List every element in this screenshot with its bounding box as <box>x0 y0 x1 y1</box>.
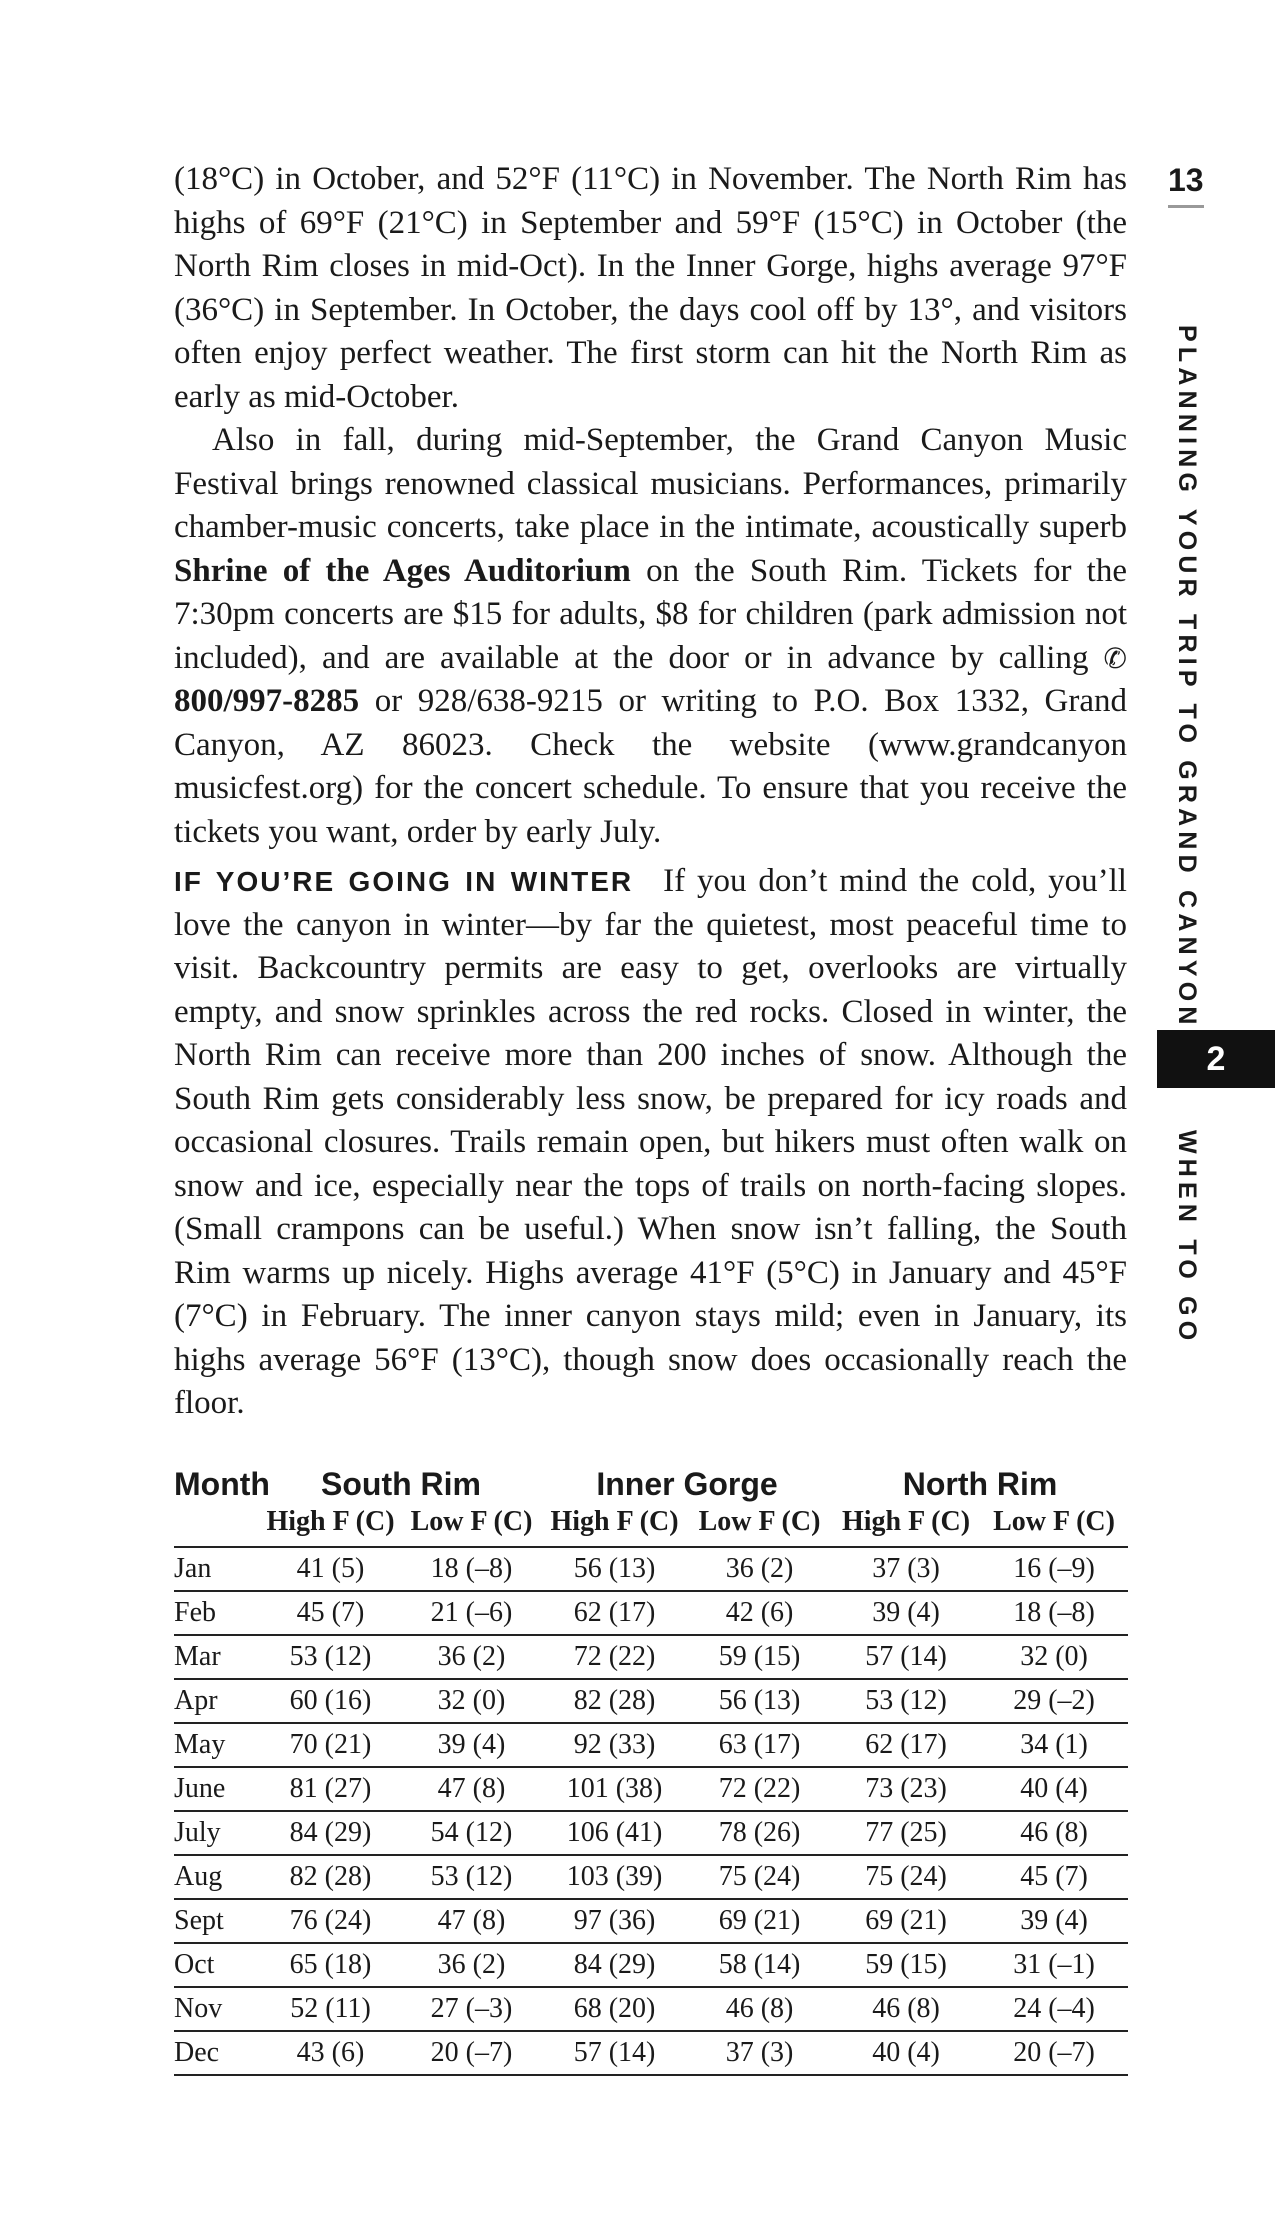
month-cell: Apr <box>174 1685 218 1716</box>
table-cell: 56 (13) <box>573 1553 656 1584</box>
table-cell: 47 (8) <box>437 1773 506 1804</box>
table-cell: 60 (16) <box>289 1685 372 1716</box>
table-cell: 53 (12) <box>865 1685 947 1716</box>
table-cell: 36 (2) <box>437 1949 506 1980</box>
table-cell: 53 (12) <box>289 1641 372 1672</box>
table-cell: 57 (14) <box>865 1641 947 1672</box>
table-cell: 92 (33) <box>573 1729 656 1760</box>
table-cell: 16 (–9) <box>1013 1553 1095 1584</box>
column-header: Low F (C) <box>410 1506 533 1537</box>
table-row <box>174 1591 1128 1635</box>
table-row <box>174 1723 1128 1767</box>
table-cell: 34 (1) <box>1020 1729 1088 1760</box>
table-row <box>174 1767 1128 1811</box>
page-number-rule <box>1168 205 1204 208</box>
group-header: South Rim <box>321 1465 481 1502</box>
table-cell: 47 (8) <box>437 1905 506 1936</box>
table-cell: 31 (–1) <box>1013 1949 1095 1980</box>
paragraph-fall-weather: (18°C) in October, and 52°F (11°C) in November. The North Rim has highs of 69°F (21°C) in September and 59°F (15°C) in October (the North Rim closes in mid-Oct). In the Inner Gorge, highs average 97°F (36°C) in September. In October, the days cool off by 13°, and visitors often enjoy perfect weather. The first storm can hit the North Rim as early as mid-October. <box>174 161 1127 415</box>
table-cell: 106 (41) <box>566 1817 663 1848</box>
table-row <box>174 1635 1128 1679</box>
table-cell: 20 (–7) <box>1013 2037 1095 2068</box>
paragraph-music-festival <box>174 419 1127 854</box>
table-cell: 72 (22) <box>573 1641 656 1672</box>
month-cell: Feb <box>174 1597 216 1628</box>
table-cell: 62 (17) <box>865 1729 947 1760</box>
table-cell: 32 (0) <box>1020 1641 1088 1672</box>
table-row <box>174 1855 1128 1899</box>
venue-name: Shrine of the Ages Auditorium <box>174 552 631 589</box>
table-cell: 69 (21) <box>718 1905 801 1936</box>
table-cell: 73 (23) <box>865 1773 947 1804</box>
table-row <box>174 1811 1128 1855</box>
group-header: North Rim <box>902 1465 1058 1502</box>
table-cell: 46 (8) <box>1020 1817 1088 1848</box>
month-column-header: Month <box>174 1465 270 1502</box>
festival-text-c: or 928/638-9215 or writing to P.O. Box 1332, Grand Canyon, AZ 86023. Check the website (www.grandcanyon musicfest.org) for the concert schedule. To ensure that you receive the tickets you want, order by early July. <box>174 683 1127 850</box>
festival-phone: 800/997-8285 <box>174 683 360 719</box>
table-row <box>174 1679 1128 1723</box>
table-cell: 37 (3) <box>872 1553 940 1584</box>
table-cell: 45 (7) <box>296 1597 365 1628</box>
table-cell: 40 (4) <box>1020 1773 1088 1804</box>
month-cell: Aug <box>174 1861 223 1892</box>
table-cell: 78 (26) <box>718 1817 801 1848</box>
table-cell: 46 (8) <box>725 1993 794 2024</box>
table-cell: 54 (12) <box>430 1817 513 1848</box>
table-cell: 52 (11) <box>290 1993 371 2024</box>
table-cell: 58 (14) <box>718 1949 801 1980</box>
table-cell: 53 (12) <box>430 1861 513 1892</box>
table-group-header-row <box>174 1462 1128 1506</box>
chapter-tab: 2 <box>1157 1030 1275 1088</box>
column-header: High F (C) <box>841 1506 971 1537</box>
table-cell: 82 (28) <box>289 1861 372 1892</box>
column-header: Low F (C) <box>698 1506 821 1537</box>
table-row <box>174 1943 1128 1987</box>
table-cell: 41 (5) <box>296 1553 365 1584</box>
group-header: Inner Gorge <box>596 1465 778 1502</box>
table-cell: 29 (–2) <box>1013 1685 1095 1716</box>
table-cell: 59 (15) <box>718 1641 801 1672</box>
body-text <box>174 158 1127 1426</box>
table-cell: 103 (39) <box>566 1861 663 1892</box>
column-header: Low F (C) <box>993 1506 1115 1537</box>
phone-icon: ✆ <box>1103 641 1127 675</box>
table-cell: 24 (–4) <box>1013 1993 1095 2024</box>
table-cell: 81 (27) <box>289 1773 372 1804</box>
temperature-table <box>174 1462 1128 2076</box>
table-cell: 45 (7) <box>1020 1861 1088 1892</box>
table-cell: 36 (2) <box>437 1641 506 1672</box>
running-head-part: PLANNING YOUR TRIP TO GRAND CANYON <box>1173 325 1201 1030</box>
table-cell: 72 (22) <box>718 1773 801 1804</box>
table-cell: 70 (21) <box>289 1729 372 1760</box>
month-cell: Mar <box>174 1641 221 1672</box>
column-header: High F (C) <box>266 1506 395 1537</box>
table-row <box>174 1899 1128 1943</box>
table-cell: 36 (2) <box>725 1553 794 1584</box>
table-cell: 75 (24) <box>718 1861 801 1892</box>
table-cell: 37 (3) <box>725 2037 794 2068</box>
table-cell: 84 (29) <box>573 1949 656 1980</box>
table-cell: 42 (6) <box>725 1597 794 1628</box>
winter-text: If you don’t mind the cold, you’ll love the canyon in winter—by far the quietest, most peaceful time to visit. Backcountry permits are easy to get, overlooks are virtually empty, and snow sprinkles across the red rocks. Closed in winter, the North Rim can receive more than 200 inches of snow. Although the South Rim gets considerably less snow, be prepared for icy roads and occasional closures. Trails remain open, but hikers must often walk on snow and ice, especially near the tops of trails on north-facing slopes. (Small crampons can be useful.) When snow isn’t falling, the South Rim warms up nicely. Highs average 41°F (5°C) in January and 45°F (7°C) in February. The inner canyon stays mild; even in January, its highs average 56°F (13°C), though snow does occasionally reach the floor. <box>174 863 1127 1421</box>
table-cell: 68 (20) <box>573 1993 656 2024</box>
festival-text-b: on the South Rim. Tickets for the 7:30pm concerts are $15 for adults, $8 for children (park admission not included), and are available at the door or in advance by calling <box>174 552 1127 676</box>
month-cell: Nov <box>174 1993 223 2024</box>
festival-text-a: Also in fall, during mid-September, the Grand Canyon Music Festival brings renowned classical musicians. Performances, primarily chamber-music concerts, take place in the intimate, acoustically superb <box>174 422 1127 545</box>
table-cell: 27 (–3) <box>430 1993 513 2024</box>
table-cell: 82 (28) <box>573 1685 656 1716</box>
table-cell: 18 (–8) <box>1013 1597 1095 1628</box>
table-cell: 59 (15) <box>865 1949 947 1980</box>
table-cell: 39 (4) <box>1020 1905 1088 1936</box>
paragraph-winter <box>174 860 1127 1426</box>
month-cell: July <box>174 1817 221 1848</box>
table-cell: 57 (14) <box>573 2037 656 2068</box>
table-cell: 76 (24) <box>289 1905 372 1936</box>
month-cell: Sept <box>174 1905 224 1936</box>
table-cell: 56 (13) <box>718 1685 801 1716</box>
table-cell: 84 (29) <box>289 1817 372 1848</box>
running-head-chapter: WHEN TO GO <box>1173 1130 1201 1346</box>
column-header: High F (C) <box>550 1506 679 1537</box>
table-row <box>174 1987 1128 2031</box>
table-cell: 77 (25) <box>865 1817 947 1848</box>
table-cell: 46 (8) <box>872 1993 940 2024</box>
table-subheader-row <box>174 1506 1128 1547</box>
month-cell: Oct <box>174 1949 215 1980</box>
table-cell: 43 (6) <box>296 2037 365 2068</box>
table-row <box>174 2031 1128 2075</box>
table-cell: 65 (18) <box>289 1949 372 1980</box>
table-row <box>174 1547 1128 1591</box>
table-cell: 63 (17) <box>718 1729 801 1760</box>
page-number: 13 <box>1168 162 1204 198</box>
table-cell: 21 (–6) <box>430 1597 513 1628</box>
table-cell: 32 (0) <box>437 1685 506 1716</box>
table-cell: 75 (24) <box>865 1861 947 1892</box>
table-cell: 20 (–7) <box>430 2037 513 2068</box>
table-cell: 39 (4) <box>872 1597 940 1628</box>
table-cell: 101 (38) <box>566 1773 663 1804</box>
table-cell: 62 (17) <box>573 1597 656 1628</box>
winter-heading: IF YOU’RE GOING IN WINTER <box>174 866 634 897</box>
table-cell: 40 (4) <box>872 2037 940 2068</box>
month-cell: Jan <box>174 1553 212 1584</box>
month-cell: May <box>174 1729 226 1760</box>
table-cell: 18 (–8) <box>430 1553 513 1584</box>
table-cell: 69 (21) <box>865 1905 947 1936</box>
month-cell: June <box>174 1773 226 1804</box>
table-cell: 97 (36) <box>573 1905 656 1936</box>
table-cell: 39 (4) <box>437 1729 506 1760</box>
month-cell: Dec <box>174 2037 220 2068</box>
